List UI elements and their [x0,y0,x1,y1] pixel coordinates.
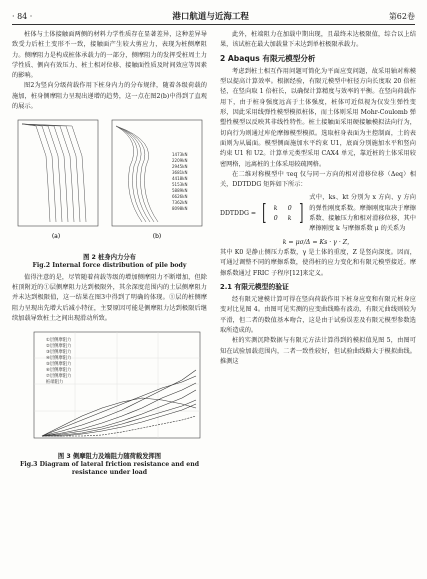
legend-item: 4418kN [172,176,188,182]
legend-item: ②层侧摩阻力 [46,344,72,350]
legend-item: 2209kN [172,158,188,164]
legend-item: ③层侧摩阻力 [46,350,72,356]
figure-3-plot [12,328,207,446]
matrix-entry: 0 [273,215,278,223]
figure-3-caption-en: Fig.3 Diagram of lateral friction resistance and end [19,461,200,469]
legend-item: 8098kN [172,206,188,212]
legend-item: 5153kN [172,182,188,188]
legend-item: ⑦层侧摩阻力 [46,374,72,380]
paragraph: 在二维对称模型中 τeq 仅与同一方向的相对滑移位移（Δeq）相关，DDTDDG 矩阵如下所示： [220,170,416,189]
legend-item: ④层侧摩阻力 [46,356,72,362]
legend-item: 2945kN [172,164,188,170]
left-column [12,30,207,477]
legend-item: ⑤层侧摩阻力 [46,362,72,368]
paragraph: 经有限元建模计算可得在竖向荷载作用下桩身应变和有限元桩身应变对比见图 4。由图可见实测的应变曲线略有波动，有限元曲线则较为平滑，但二者的数值基本吻合，这是由于试验误差及有限元模型参数选取所造成的。 [220,296,416,335]
page-number: · 84 · [12,11,33,21]
legend-item: 1473kN [172,152,188,158]
legend-item: 桩端阻力 [46,380,64,386]
matrix-entry: k [287,215,292,223]
figure-3-caption-en: resistance under load [71,469,148,477]
figure-2 [12,116,207,269]
subsection-heading: 2.1 有限元模型的验证 [220,282,289,291]
matrix-entry: k [273,205,278,213]
paragraph: 此外，桩端阻力在加载中期出现，且最终未达极限值，综合以上结果，该试桩在最大加载量下未达到单桩极限承载力。 [220,31,416,49]
figure-2-legend [172,152,188,211]
equation-2: k = μσ/Δ = Ks · γ · Z， [282,238,354,246]
matrix: [ k 0 0 k ] [262,201,304,227]
figure-3 [12,328,207,477]
ddtddg-equation [220,193,416,234]
section-heading: 2 Abaqus 有限元模型分析 [220,53,316,63]
page-header [12,8,415,25]
resistance-curves [42,370,196,436]
legend-item: 7362kN [172,200,188,206]
axial-force-curves [22,124,86,222]
legend-item: 5889kN [172,188,188,194]
journal-title: 港口航道与近海工程 [172,12,249,22]
figure-3-legend [46,336,71,385]
paragraph: 桩体与土体接触面两侧的材料力学性质存在显著差异，这种差异导致受力后桩土变形不一致，接触面产生较大剪应力，表现为桩侧摩阻力。侧摩阻力是构成桩体承载力的一部分，侧摩阻力的发挥受桩周土力学性质、侧向有效压力、桩土相对位移、接触面性质及时间效应等因素的影响。 [12,31,207,80]
paragraph: 其中 K0 是静止侧压力系数，γ 是土体的重度，Z 是竖向深度。因而，可通过调整不同的摩擦系数，使得桩的应力变化和有限元模型接近。摩擦系数通过 FRIC 子程序[12]来定义。 [220,248,416,277]
figure-2-caption-en: Fig.2 Internal force distribution of pile body [32,261,187,269]
paragraph: 值得注意的是，尽管随着荷载等级的增加侧摩阻力不断增加，但除桩顶附近的①层侧摩阻力达到极限外，其余深度范围内的土层侧摩阻力并未达到极限值，这一结果在图3中得到了明确的体现。①层的桩侧摩阻力呈现出先增大后减小特征，主要原因可能是侧摩阻力达到极限后继续加载导致桩土之间出现滑动所致。 [12,273,207,322]
legend-item: 3681kN [172,170,188,176]
legend-item: ①层侧摩阻力 [46,338,72,344]
subfigure-b-label: (b) [152,233,162,241]
figure-2-caption: 图 2 桩身内力分布 [83,253,136,261]
matrix-entry: 0 [287,205,292,213]
volume-label: 第62卷 [388,11,415,21]
right-column [220,30,416,367]
figure-3-caption: 图 3 侧摩阻力及端阻力随荷载发挥图 [57,453,162,461]
subfigure-a-label: (a) [51,233,61,241]
paragraph: 桩的实测沉降数据与有限元方法计算得到的模拟值见图 5，由图可知在试验加载范围内，二者一致性较好，但试验曲线略大于模拟曲线。推测这 [220,337,416,365]
legend-item: ⑥层侧摩阻力 [46,368,72,374]
paragraph: 考虑到桩土相互作用问题可简化为平面应变问题，故采用轴对称模型以提高计算效率。根据经验，有限元模型中桩径方向长度取 20 倍桩径，在竖向取 1 倍桩长，以确保计算精度与效率的平衡。在竖向荷载作用下，由于桩身强度远高于土体强度，桩体可近似视为仅发生弹性变形，因此采用线弹性模型模拟桩体，而土体则采用 Mohr-Coulomb 弹塑性模型以反映其非线性特性。桩土接触面采用硬接触模拟法向行为，切向行为则通过库伦摩擦模型模拟。选取桩身表面为主控制面，土的表面则为从属面。模型侧面施加水平约束 U1，底面分别施加水平和竖向约束 U1 和 U2。计算单元类型采用 CAX4 单元，靠近桩的土体采用较密网格，远离桩的土体采用较疏网格。 [220,67,416,168]
equation-label: DDTDDG = [220,209,257,217]
legend-item: 6626kN [172,194,188,200]
friction-curves [116,126,158,222]
figure-2-plot [12,116,207,246]
equation-text: 式中，ks、kt 分别为 x 方向、y 方向的弹性刚度系数。摩擦刚度取决于摩擦系数、接触压力和相对滑移位移，其中摩擦刚度 k 与摩擦系数 μ 的关系为 [309,194,416,233]
paragraph: 图2为竖向分级荷载作用下桩身内力的分布规律，随着各级荷载的施加，桩身侧摩阻力呈现出递增的趋势，这一点在图2(b)中得到了直观的展示。 [12,82,207,111]
